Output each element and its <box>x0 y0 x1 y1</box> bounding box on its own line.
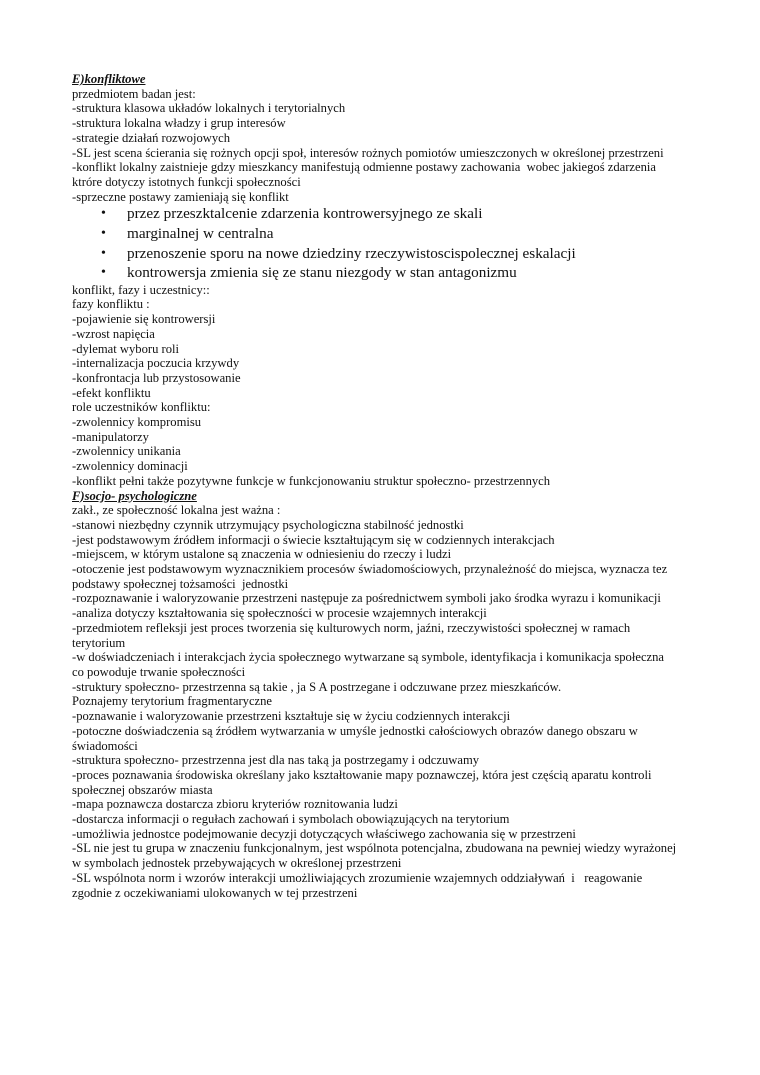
text-line: -w doświadczeniach i interakcjach życia społecznego wytwarzane są symbole, identyfikacja i komunikacja społeczna <box>72 650 665 665</box>
text-line: -pojawienie się kontrowersji <box>72 312 216 327</box>
text-line: zgodnie z oczekiwaniami ulokowanych w tej przestrzeni <box>72 885 358 900</box>
text-line: -manipulatorzy <box>72 429 149 444</box>
text-line: -dylemat wyboru roli <box>72 341 180 356</box>
text-line: -miejscem, w którym ustalone są znaczenia w odniesieniu do rzeczy i ludzi <box>72 547 452 562</box>
section-f-body <box>72 503 692 900</box>
text-line: -struktura społeczno- przestrzenna jest dla nas taką ja postrzegamy i odczuwamy <box>72 753 480 768</box>
text-line: -strategie działań rozwojowych <box>72 130 231 145</box>
bullet-text: przez przeszktalcenie zdarzenia kontrowersyjnego ze skali <box>127 205 483 223</box>
text-line: terytorium <box>72 635 126 650</box>
text-line: -mapa poznawcza dostarcza zbioru kryteriów roznitowania ludzi <box>72 797 398 812</box>
section-e-details <box>72 283 692 489</box>
text-line: -proces poznawania środowiska określany jako kształtowanie mapy poznawczej, która jest częścią aparatu kontroli <box>72 767 652 782</box>
bullet-item <box>72 204 692 224</box>
text-line: -struktura klasowa układów lokalnych i terytorialnych <box>72 101 346 116</box>
text-line: -przedmiotem refleksji jest proces tworzenia się kulturowych norm, jaźni, rzeczywistości społecznej w ramach <box>72 620 631 635</box>
bullet-dot-icon: • <box>101 265 106 281</box>
text-line: podstawy społecznej tożsamości jednostki <box>72 576 289 591</box>
bullet-text: kontrowersja zmienia się ze stanu niezgody w stan antagonizmu <box>127 264 517 282</box>
text-line: -SL wspólnota norm i wzorów interakcji umożliwiających zrozumienie wzajemnych oddziaływań i reagowanie <box>72 870 643 885</box>
text-line: ktróre dotyczy istotnych funkcji społeczności <box>72 174 301 189</box>
text-line: -struktura lokalna władzy i grup interesów <box>72 116 286 131</box>
text-line: w symbolach jednostek przebywających w określonej przestrzeni <box>72 856 402 871</box>
text-line: -dostarcza informacji o regułach zachowań i symbolach obowiązujących na terytorium <box>72 812 510 827</box>
section-e-bullet-list <box>72 204 692 282</box>
text-line: konflikt, fazy i uczestnicy:: <box>72 282 210 297</box>
bullet-dot-icon: • <box>101 225 106 241</box>
text-line: -analiza dotyczy kształtowania się społeczności w procesie wzajemnych interakcji <box>72 606 487 621</box>
text-line: świadomości <box>72 738 138 753</box>
bullet-dot-icon: • <box>101 245 106 261</box>
text-line: role uczestników konfliktu: <box>72 400 211 415</box>
text-line: -struktury społeczno- przestrzenna są takie , ja S A postrzegane i odczuwane przez mieszkańców. <box>72 679 562 694</box>
bullet-item <box>72 224 692 244</box>
text-line: -rozpoznawanie i waloryzowanie przestrzeni następuje za pośrednictwem symboli jako środka wyrazu i komunikacji <box>72 591 661 606</box>
text-line: -otoczenie jest podstawowym wyznacznikiem procesów świadomościowych, przynależność do miejsca, wyznacza tez <box>72 562 668 577</box>
text-line: -internalizacja poczucia krzywdy <box>72 356 240 371</box>
text-line: -konflikt lokalny zaistnieje gdzy mieszkancy manifestują odmienne postawy zachowania wobec jakiegoś zdarzenia <box>72 160 656 175</box>
document-page <box>72 72 692 900</box>
text-line: -wzrost napięcia <box>72 326 155 341</box>
text-line: -jest podstawowym źródłem informacji o świecie kształtującym się w codziennych interakcjach <box>72 532 555 547</box>
text-line: -poznawanie i waloryzowanie przestrzeni kształtuje się w życiu codziennych interakcji <box>72 709 511 724</box>
text-line: -umożliwia jednostce podejmowanie decyzji dotyczących właściwego zachowania się w przestrzeni <box>72 826 576 841</box>
bullet-item <box>72 263 692 283</box>
text-line: -zwolennicy kompromisu <box>72 415 202 430</box>
text-line: -zwolennicy dominacji <box>72 459 188 474</box>
text-line: co powoduje trwanie społeczności <box>72 664 246 679</box>
bullet-text: marginalnej w centralna <box>127 224 274 242</box>
section-e-intro <box>72 87 692 205</box>
text-line: społecznej obszarów miasta <box>72 782 213 797</box>
text-line: -potoczne doświadczenia są źródłem wytwarzania w umyśle jednostki całościowych obrazów danego obszaru w <box>72 723 638 738</box>
text-line: -konfrontacja lub przystosowanie <box>72 370 241 385</box>
text-line: -SL nie jest tu grupa w znaczeniu funkcjonalnym, jest wspólnota potencjalna, zbudowana na pewniej wiedzy wyrażonej <box>72 841 677 856</box>
bullet-item <box>72 244 692 264</box>
text-line: Poznajemy terytorium fragmentaryczne <box>72 694 273 709</box>
bullet-dot-icon: • <box>101 206 106 222</box>
text-line: -sprzeczne postawy zamieniają się konflikt <box>72 189 289 204</box>
text-line: zakł., ze społeczność lokalna jest ważna : <box>72 503 281 518</box>
text-line: przedmiotem badan jest: <box>72 86 196 101</box>
section-e-heading: E)konfliktowe <box>72 72 146 86</box>
text-line: -zwolennicy unikania <box>72 444 181 459</box>
text-line: -stanowi niezbędny czynnik utrzymujący psychologiczna stabilność jednostki <box>72 517 464 532</box>
text-line: fazy konfliktu : <box>72 297 150 312</box>
text-line: -konflikt pełni także pozytywne funkcje w funkcjonowaniu struktur społeczno- przestrzennych <box>72 473 551 488</box>
text-line: -SL jest scena ścierania się rożnych opcji społ, interesów rożnych pomiotów umieszczonych w określonej przestrzeni <box>72 145 664 160</box>
bullet-text: przenoszenie sporu na nowe dziedziny rzeczywistoscispolecznej eskalacji <box>127 244 576 262</box>
section-f-heading: F)socjo- psychologiczne <box>72 488 197 503</box>
text-line: -efekt konfliktu <box>72 385 151 400</box>
